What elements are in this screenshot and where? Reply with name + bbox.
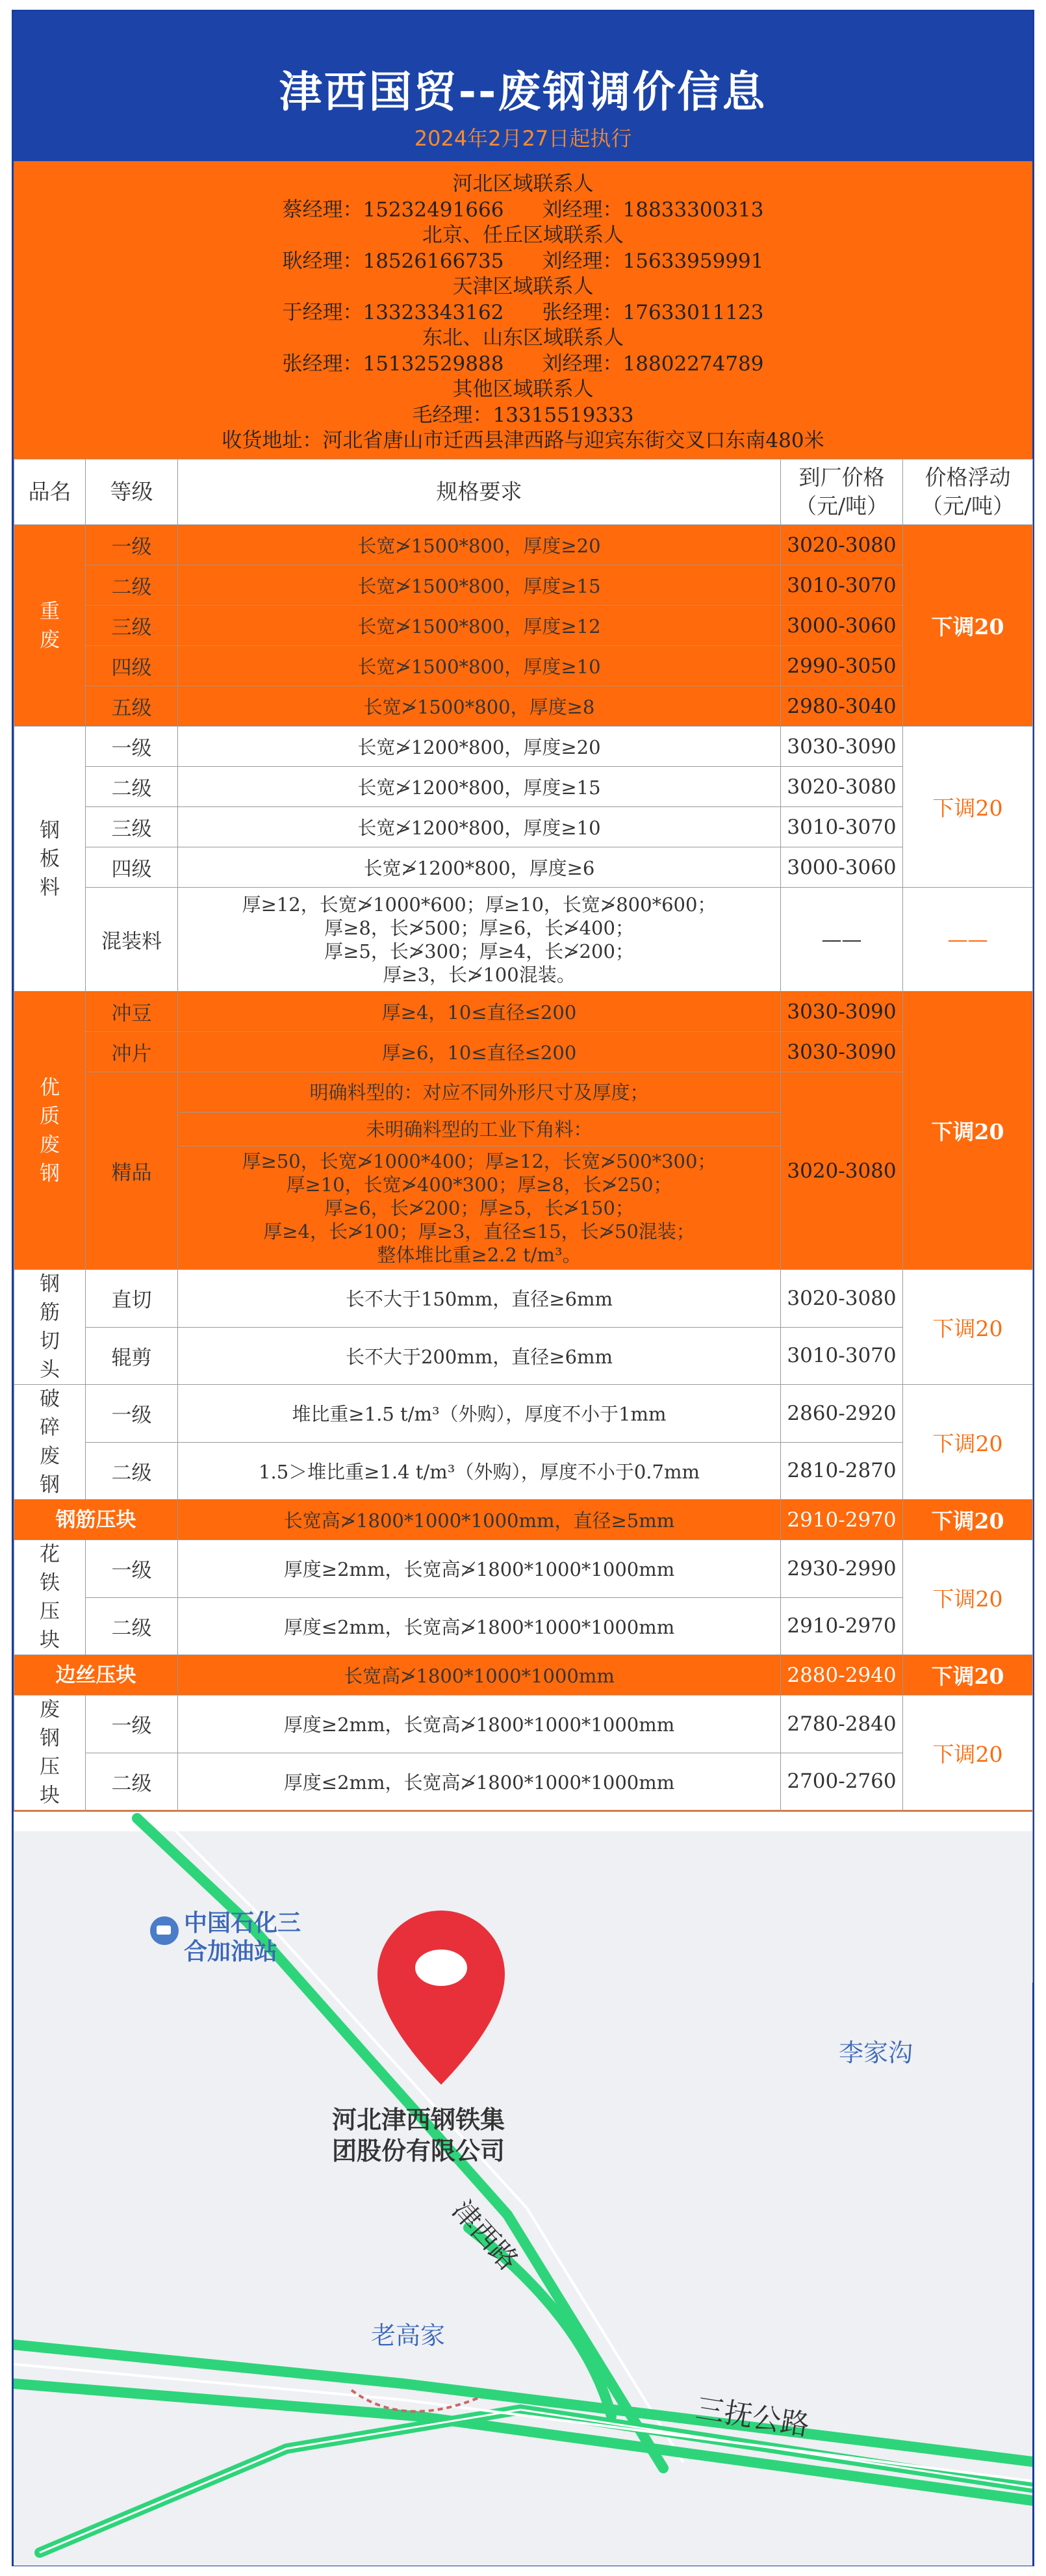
table-row bbox=[14, 807, 1033, 847]
grade-cell: 三级 bbox=[86, 606, 178, 646]
price-cell: 3000-3060 bbox=[781, 606, 903, 646]
spec-cell: 厚度≤2mm，长宽高≯1800*1000*1000mm bbox=[178, 1597, 781, 1655]
table-row bbox=[14, 1032, 1033, 1072]
header-name: 品名 bbox=[14, 459, 86, 525]
group-name: 钢 板 料 bbox=[14, 727, 86, 992]
village-laogaojia: 老高家 bbox=[371, 2321, 446, 2350]
road-label-sanfu: 三抚公路 bbox=[693, 2391, 812, 2443]
spec-cell: 厚度≥2mm，长宽高≯1800*1000*1000mm bbox=[178, 1695, 781, 1753]
grade-cell: 一级 bbox=[86, 1385, 178, 1443]
spec-cell: 长不大于150mm，直径≥6mm bbox=[178, 1270, 781, 1328]
contact-line: 东北、山东区域联系人 bbox=[422, 326, 624, 350]
grade-cell: 二级 bbox=[86, 1753, 178, 1810]
price-cell: 2990-3050 bbox=[781, 646, 903, 686]
price-cell: 3020-3080 bbox=[781, 1270, 903, 1328]
float-cell: 下调20 bbox=[903, 1270, 1033, 1385]
grade-cell: 一级 bbox=[86, 727, 178, 767]
table-row bbox=[14, 1540, 1033, 1598]
table-row bbox=[14, 1753, 1033, 1810]
poster-frame bbox=[12, 10, 1034, 2566]
table-body bbox=[14, 525, 1033, 1983]
group-name: 钢 筋 切 头 bbox=[14, 1270, 86, 1385]
group-name: 优 质 废 钢 bbox=[14, 992, 86, 1270]
contact-line: 耿经理：18526166735 刘经理：15633959991 bbox=[282, 249, 764, 273]
company-label: 河北津西钢铁集 团股份有限公司 bbox=[332, 2106, 505, 2165]
grade-cell: 二级 bbox=[86, 565, 178, 606]
contact-line: 张经理：15132529888 刘经理：18802274789 bbox=[282, 352, 764, 376]
contact-line: 毛经理：13315519333 bbox=[412, 403, 634, 427]
float-cell: 下调20 bbox=[903, 992, 1033, 1270]
grade-cell: 一级 bbox=[86, 1695, 178, 1753]
table-row bbox=[14, 525, 1033, 565]
grade-cell: 二级 bbox=[86, 1597, 178, 1655]
spec-cell: 长宽高≯1800*1000*1000mm，直径≥5mm bbox=[178, 1500, 781, 1540]
table-row bbox=[14, 1385, 1033, 1443]
header bbox=[14, 12, 1032, 161]
group-name: 花 铁 压 块 bbox=[14, 1540, 86, 1655]
price-cell: 3010-3070 bbox=[781, 807, 903, 847]
gas-station-icon bbox=[150, 1916, 179, 1945]
contact-panel bbox=[14, 161, 1032, 459]
header-float: 价格浮动 （元/吨） bbox=[903, 459, 1033, 525]
gas-station-label: 中国石化三 合加油站 bbox=[184, 1910, 301, 1965]
location-map bbox=[14, 1812, 1032, 2566]
table-row bbox=[14, 1597, 1033, 1655]
contact-line: 其他区域联系人 bbox=[452, 378, 594, 401]
grade-cell: 二级 bbox=[86, 1442, 178, 1500]
price-cell: 2780-2840 bbox=[781, 1695, 903, 1753]
group-name: 破 碎 废 钢 bbox=[14, 1385, 86, 1500]
spec-cell: 厚度≥2mm，长宽高≯1800*1000*1000mm bbox=[178, 1540, 781, 1598]
price-cell: 3010-3070 bbox=[781, 1327, 903, 1385]
spec-cell: 长宽≯1200*800，厚度≥15 bbox=[178, 767, 781, 807]
table-row bbox=[14, 646, 1033, 686]
grade-cell: 四级 bbox=[86, 646, 178, 686]
spec-cell: 长宽高≯1800*1000*1000mm bbox=[178, 1655, 781, 1695]
spec-cell: 长宽≯1500*800，厚度≥12 bbox=[178, 606, 781, 646]
float-cell: 下调20 bbox=[903, 525, 1033, 727]
effective-date: 2024年2月27日起执行 bbox=[414, 126, 632, 151]
grade-cell: 冲豆 bbox=[86, 992, 178, 1032]
price-cell: 3010-3070 bbox=[781, 565, 903, 606]
float-cell: 下调20 bbox=[903, 1695, 1033, 1810]
spec-cell: 长宽≯1500*800，厚度≥10 bbox=[178, 646, 781, 686]
spec-cell: 厚度≤2mm，长宽高≯1800*1000*1000mm bbox=[178, 1753, 781, 1810]
contact-line: 河北区域联系人 bbox=[452, 172, 594, 196]
spec-cell: 长宽≯1200*800，厚度≥6 bbox=[178, 847, 781, 888]
spec-cell: 厚≥12，长宽≯1000*600；厚≥10，长宽≯800*600； 厚≥8，长≯500；厚≥6，长≯400； 厚≥5，长≯300；厚≥4，长≯200； 厚≥3，长≯100混装。 bbox=[178, 888, 781, 992]
table-row bbox=[14, 686, 1033, 727]
price-cell: 2860-2920 bbox=[781, 1385, 903, 1443]
header-grade: 等级 bbox=[86, 459, 178, 525]
float-cell: 下调20 bbox=[903, 1540, 1033, 1655]
grade-cell: 一级 bbox=[86, 1540, 178, 1598]
spec-cell: 厚≥4，10≤直径≤200 bbox=[178, 992, 781, 1032]
table-row bbox=[14, 847, 1033, 888]
price-cell: 2880-2940 bbox=[781, 1655, 903, 1695]
table-row bbox=[14, 606, 1033, 646]
header-price: 到厂价格 （元/吨） bbox=[781, 459, 903, 525]
table-row bbox=[14, 1327, 1033, 1385]
grade-cell: 冲片 bbox=[86, 1032, 178, 1072]
header-spec: 规格要求 bbox=[178, 459, 781, 525]
spec-cell: 长宽≯1200*800，厚度≥20 bbox=[178, 727, 781, 767]
price-cell: 3030-3090 bbox=[781, 1032, 903, 1072]
village-lijiagou: 李家沟 bbox=[839, 2039, 913, 2067]
spec-cell: 1.5＞堆比重≥1.4 t/m³（外购），厚度不小于0.7mm bbox=[178, 1442, 781, 1500]
group-name: 重 废 bbox=[14, 525, 86, 727]
price-cell: 3000-3060 bbox=[781, 847, 903, 888]
price-cell: 2810-2870 bbox=[781, 1442, 903, 1500]
price-cell: 3030-3090 bbox=[781, 727, 903, 767]
contact-line: 天津区域联系人 bbox=[452, 275, 594, 298]
float-cell: 下调20 bbox=[903, 1385, 1033, 1500]
float-cell: —— bbox=[903, 888, 1033, 992]
table-row bbox=[14, 1442, 1033, 1500]
float-cell: 下调20 bbox=[903, 727, 1033, 888]
grade-cell: 辊剪 bbox=[86, 1327, 178, 1385]
price-cell: 2700-2760 bbox=[781, 1753, 903, 1810]
contact-line: 蔡经理：15232491666 刘经理：18833300313 bbox=[282, 198, 764, 222]
table-row bbox=[14, 727, 1033, 767]
price-cell: 3020-3080 bbox=[781, 1072, 903, 1270]
grade-cell: 精品 bbox=[86, 1072, 178, 1270]
spec-cell: 长宽≯1200*800，厚度≥10 bbox=[178, 807, 781, 847]
map-roads bbox=[14, 1812, 1032, 2566]
table-row bbox=[14, 888, 1033, 992]
grade-cell: 五级 bbox=[86, 686, 178, 727]
price-cell: —— bbox=[781, 888, 903, 992]
road-label-jinxi: 津西路 bbox=[446, 2194, 525, 2276]
delivery-address: 收货地址：河北省唐山市迁西县津西路与迎宾东街交叉口东南480米 bbox=[222, 429, 824, 452]
price-table bbox=[14, 459, 1033, 1983]
spec-cell: 未明确料型的工业下角料： bbox=[178, 1113, 781, 1146]
float-cell: 下调20 bbox=[903, 1500, 1033, 1540]
table-header-row bbox=[14, 459, 1033, 525]
group-name: 钢筋压块 bbox=[14, 1500, 178, 1540]
contact-line: 于经理：13323343162 张经理：17633011123 bbox=[282, 300, 764, 324]
spec-cell: 长宽≯1500*800，厚度≥8 bbox=[178, 686, 781, 727]
grade-cell: 四级 bbox=[86, 847, 178, 888]
spec-cell: 明确料型的：对应不同外形尺寸及厚度； bbox=[178, 1072, 781, 1113]
table-row bbox=[14, 1270, 1033, 1328]
grade-cell: 三级 bbox=[86, 807, 178, 847]
grade-cell: 直切 bbox=[86, 1270, 178, 1328]
table-row bbox=[14, 565, 1033, 606]
group-name: 废 钢 压 块 bbox=[14, 1695, 86, 1810]
grade-cell: 一级 bbox=[86, 525, 178, 565]
price-cell: 2930-2990 bbox=[781, 1540, 903, 1598]
price-cell: 2910-2970 bbox=[781, 1500, 903, 1540]
page-title: 津西国贸--废钢调价信息 bbox=[279, 67, 767, 117]
group-name: 边丝压块 bbox=[14, 1655, 178, 1695]
spec-cell: 长不大于200mm，直径≥6mm bbox=[178, 1327, 781, 1385]
table-row bbox=[14, 1655, 1033, 1695]
spec-cell: 厚≥6，10≤直径≤200 bbox=[178, 1032, 781, 1072]
grade-cell: 二级 bbox=[86, 767, 178, 807]
price-cell: 2980-3040 bbox=[781, 686, 903, 727]
table-row bbox=[14, 1072, 1033, 1113]
grade-cell: 混装料 bbox=[86, 888, 178, 992]
spec-cell: 厚≥50，长宽≯1000*400；厚≥12，长宽≯500*300； 厚≥10，长宽≯400*300；厚≥8，长≯250； 厚≥6，长≯200；厚≥5，长≯150； 厚≥4，长≯100；厚≥3，直径≤15，长≯50混装； 整体堆比重≥2.2 t/m³。 bbox=[178, 1146, 781, 1270]
table-row bbox=[14, 1500, 1033, 1540]
spec-cell: 长宽≯1500*800，厚度≥15 bbox=[178, 565, 781, 606]
table-row bbox=[14, 1695, 1033, 1753]
spec-cell: 长宽≯1500*800，厚度≥20 bbox=[178, 525, 781, 565]
price-cell: 3030-3090 bbox=[781, 992, 903, 1032]
price-cell: 3020-3080 bbox=[781, 767, 903, 807]
float-cell: 下调20 bbox=[903, 1655, 1033, 1695]
table-row bbox=[14, 767, 1033, 807]
spec-cell: 堆比重≥1.5 t/m³（外购），厚度不小于1mm bbox=[178, 1385, 781, 1443]
price-cell: 3020-3080 bbox=[781, 525, 903, 565]
contact-line: 北京、任丘区域联系人 bbox=[422, 224, 624, 247]
price-cell: 2910-2970 bbox=[781, 1597, 903, 1655]
table-row bbox=[14, 992, 1033, 1032]
